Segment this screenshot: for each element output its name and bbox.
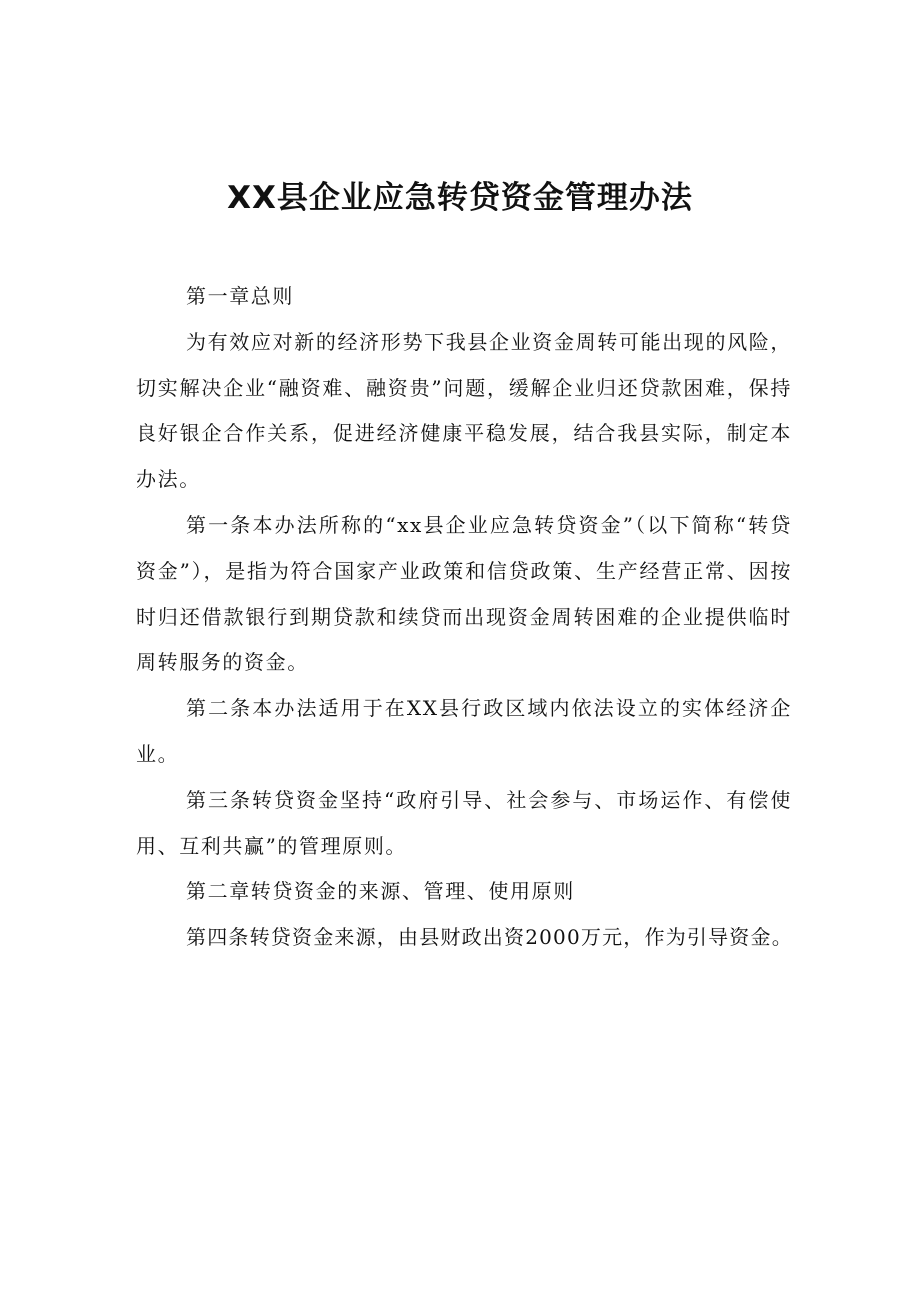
article-3: 第三条转贷资金坚持“政府引导、社会参与、市场运作、有偿使用、互利共赢”的管理原则。 <box>136 787 792 858</box>
article-1: 第一条本办法所称的“xx县企业应急转贷资金”（以下简称“转贷资金”），是指为符合国家产业政策和信贷政策、生产经营正常、因按时归还借款银行到期贷款和续贷而出现资金周转困难的企业提供临时周转服务的资金。 <box>136 512 792 675</box>
document-title: XX县企业应急转贷资金管理办法 <box>227 180 693 216</box>
chapter-1-heading: 第一章总则 <box>186 284 294 308</box>
intro-paragraph: 为有效应对新的经济形势下我县企业资金周转可能出现的风险，切实解决企业“融资难、融资贵”问题，缓解企业归还贷款困难，保持良好银企合作关系，促进经济健康平稳发展，结合我县实际，制定本办法。 <box>136 329 792 492</box>
chapter-2-heading: 第二章转贷资金的来源、管理、使用原则 <box>186 879 575 904</box>
document-body <box>136 274 792 961</box>
article-2: 第二条本办法适用于在XX县行政区域内依法设立的实体经济企业。 <box>136 696 792 766</box>
article-4: 第四条转贷资金来源，由县财政出资2000万元，作为引导资金。 <box>186 925 793 950</box>
